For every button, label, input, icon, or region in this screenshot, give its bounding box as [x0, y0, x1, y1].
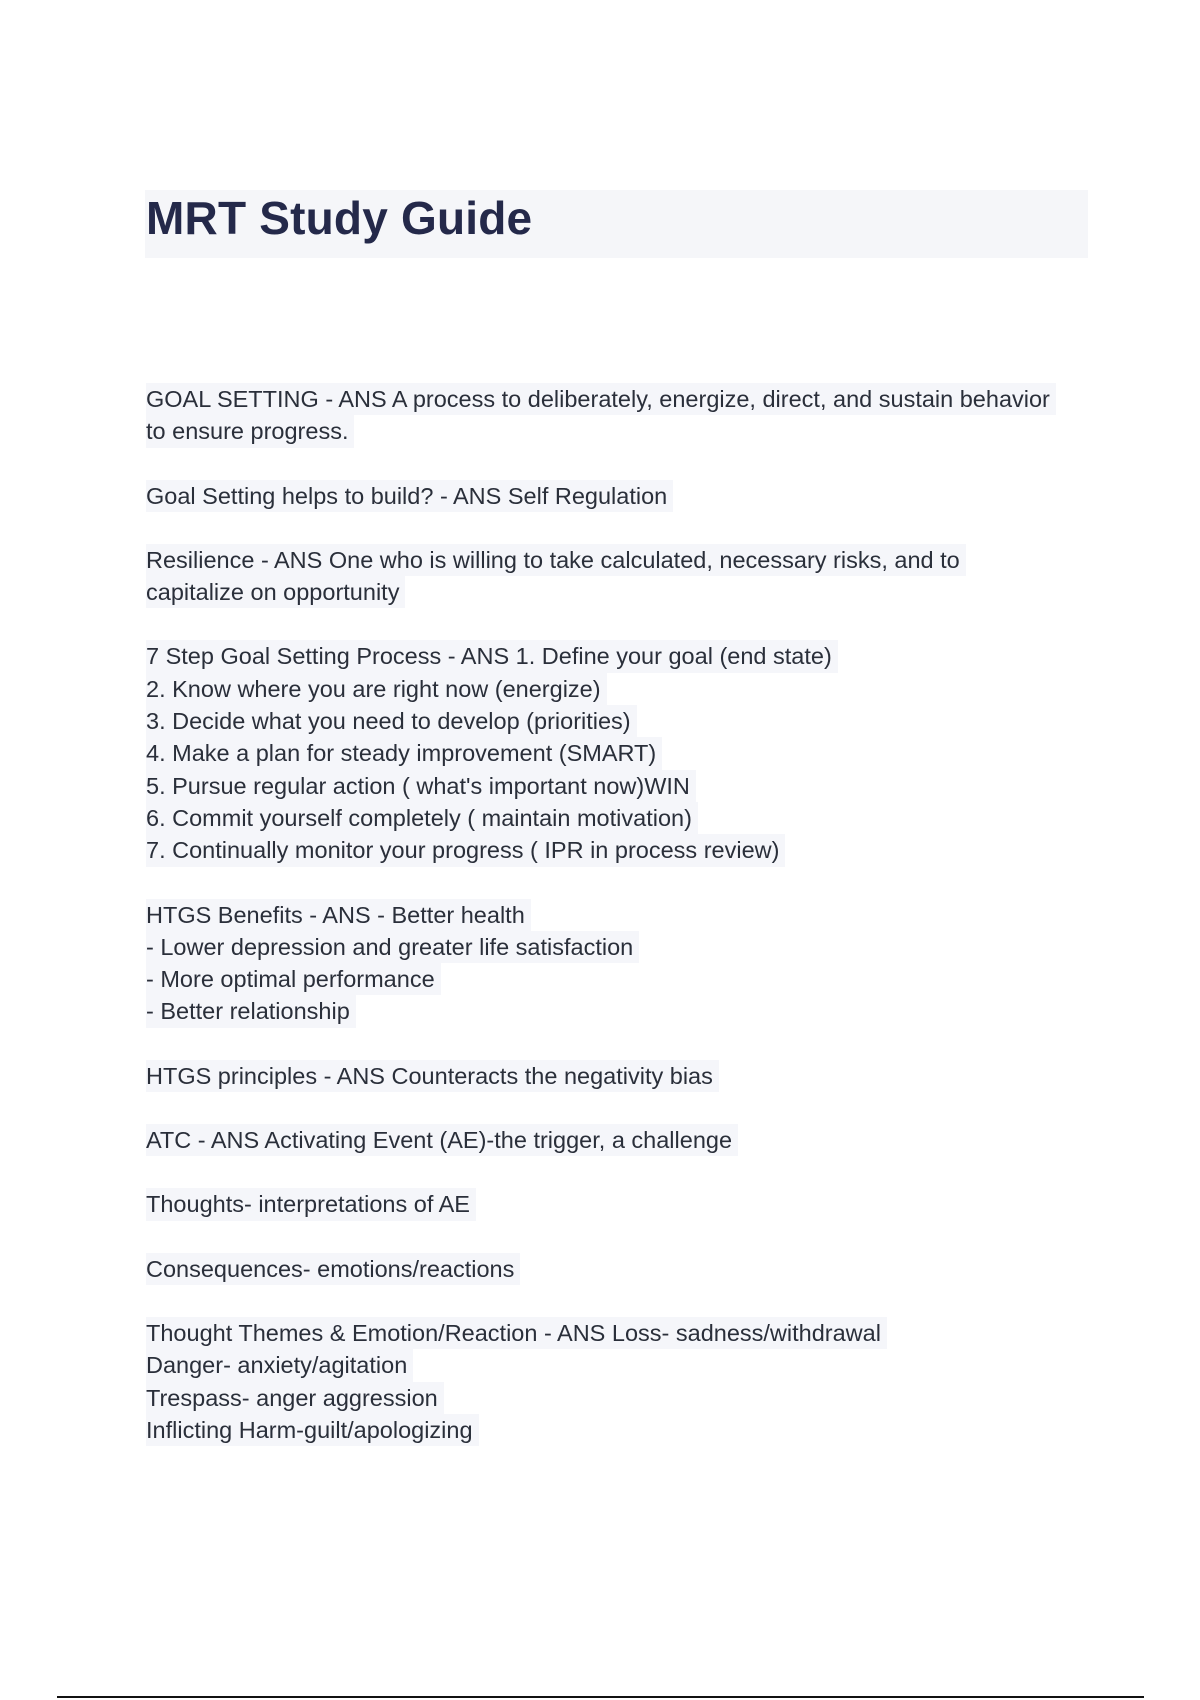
- study-guide-content: [146, 383, 1096, 1478]
- entry-line: Trespass- anger aggression: [146, 1382, 444, 1414]
- entry-line: 2. Know where you are right now (energize): [146, 673, 607, 705]
- entry-line: Thoughts- interpretations of AE: [146, 1188, 476, 1220]
- entry-line: GOAL SETTING - ANS A process to deliberately, energize, direct, and sustain behavior: [146, 383, 1056, 415]
- qa-entry: [146, 1060, 1096, 1092]
- entry-line: capitalize on opportunity: [146, 576, 405, 608]
- page-bottom-rule: [57, 1696, 1144, 1698]
- entry-line: Inflicting Harm-guilt/apologizing: [146, 1414, 479, 1446]
- qa-entry: [146, 480, 1096, 512]
- qa-entry: [146, 1317, 1096, 1446]
- qa-entry: [146, 640, 1096, 866]
- entry-line: 5. Pursue regular action ( what's important now)WIN: [146, 770, 696, 802]
- entry-line: Resilience - ANS One who is willing to take calculated, necessary risks, and to: [146, 544, 966, 576]
- entry-line: HTGS Benefits - ANS - Better health: [146, 899, 531, 931]
- entry-line: - Better relationship: [146, 995, 356, 1027]
- qa-entry: [146, 899, 1096, 1028]
- entry-line: to ensure progress.: [146, 415, 354, 447]
- entry-line: HTGS principles - ANS Counteracts the negativity bias: [146, 1060, 719, 1092]
- page-title: MRT Study Guide: [146, 192, 533, 244]
- qa-entry: [146, 383, 1096, 448]
- entry-line: Consequences- emotions/reactions: [146, 1253, 520, 1285]
- entry-line: - Lower depression and greater life satisfaction: [146, 931, 639, 963]
- entry-line: 6. Commit yourself completely ( maintain motivation): [146, 802, 698, 834]
- qa-entry: [146, 1124, 1096, 1156]
- entry-line: Danger- anxiety/agitation: [146, 1349, 413, 1381]
- entry-line: 7 Step Goal Setting Process - ANS 1. Define your goal (end state): [146, 640, 838, 672]
- entry-line: Goal Setting helps to build? - ANS Self Regulation: [146, 480, 673, 512]
- entry-line: Thought Themes & Emotion/Reaction - ANS Loss- sadness/withdrawal: [146, 1317, 887, 1349]
- qa-entry: [146, 1253, 1096, 1285]
- entry-line: 7. Continually monitor your progress ( IPR in process review): [146, 834, 785, 866]
- entry-line: 4. Make a plan for steady improvement (SMART): [146, 737, 662, 769]
- qa-entry: [146, 544, 1096, 609]
- qa-entry: [146, 1188, 1096, 1220]
- entry-line: - More optimal performance: [146, 963, 441, 995]
- entry-line: ATC - ANS Activating Event (AE)-the trigger, a challenge: [146, 1124, 738, 1156]
- entry-line: 3. Decide what you need to develop (priorities): [146, 705, 637, 737]
